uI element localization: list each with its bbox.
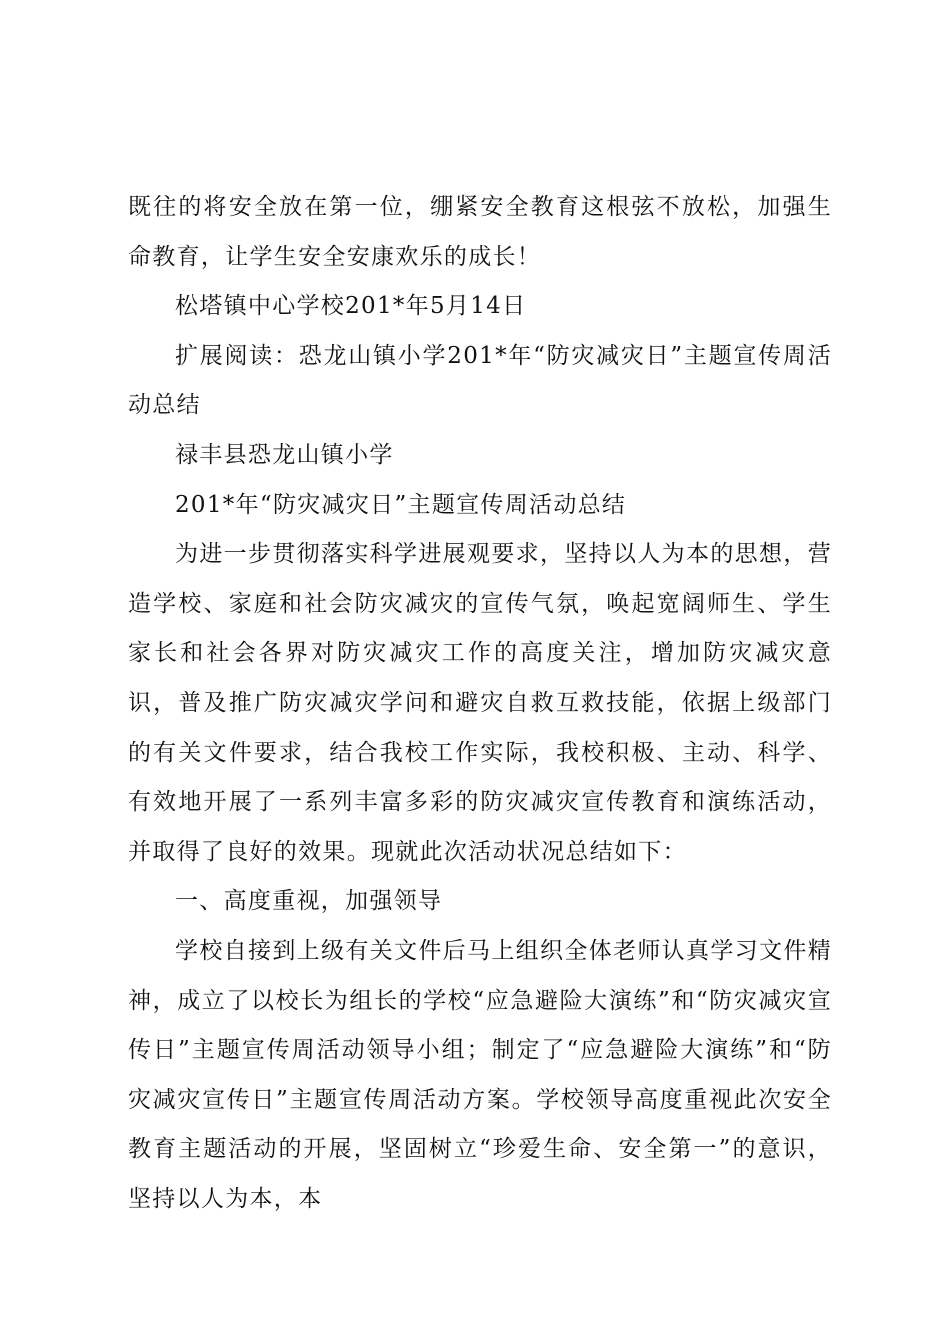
signature-date-line: 松塔镇中心学校201*年5月14日 bbox=[175, 293, 527, 320]
section-heading-1: 一、高度重视，加强领导 bbox=[175, 888, 443, 915]
intro-paragraph: 为进一步贯彻落实科学进展观要求，坚持以人为本的思想，营造学校、家庭和社会防灾减灾的宣传气氛，唤起宽阔师生、学生家长和社会各界对防灾减灾工作的高度关注，增加防灾减灾意识，普及推广防灾减灾学问和避灾自救互救技能，依据上级部门的有关文件要求，结合我校工作实际，我校积极、主动、科学、有效地开展了一系列丰富多彩的防灾减灾宣传教育和演练活动，并取得了良好的效果。现就此次活动状况总结如下： bbox=[128, 541, 832, 865]
section-1-paragraph: 学校自接到上级有关文件后马上组织全体老师认真学习文件精神，成立了以校长为组长的学校“应急避险大演练”和“防灾减灾宣传日”主题宣传周活动领导小组；制定了“应急避险大演练”和“防灾减灾宣传日”主题宣传周活动方案。学校领导高度重视此次安全教育主题活动的开展，坚固树立“珍爱生命、安全第一”的意识，坚持以人为本，本 bbox=[128, 937, 832, 1212]
paragraph-continuation: 既往的将安全放在第一位，绷紧安全教育这根弦不放松，加强生命教育，让学生安全安康欢乐的成长！ bbox=[128, 194, 832, 270]
summary-title: 201*年“防灾减灾日”主题宣传周活动总结 bbox=[175, 491, 627, 518]
extended-reading-title: 扩展阅读：恐龙山镇小学201*年“防灾减灾日”主题宣传周活动总结 bbox=[128, 342, 832, 419]
school-name: 禄丰县恐龙山镇小学 bbox=[175, 441, 394, 468]
document-body bbox=[128, 183, 832, 1224]
